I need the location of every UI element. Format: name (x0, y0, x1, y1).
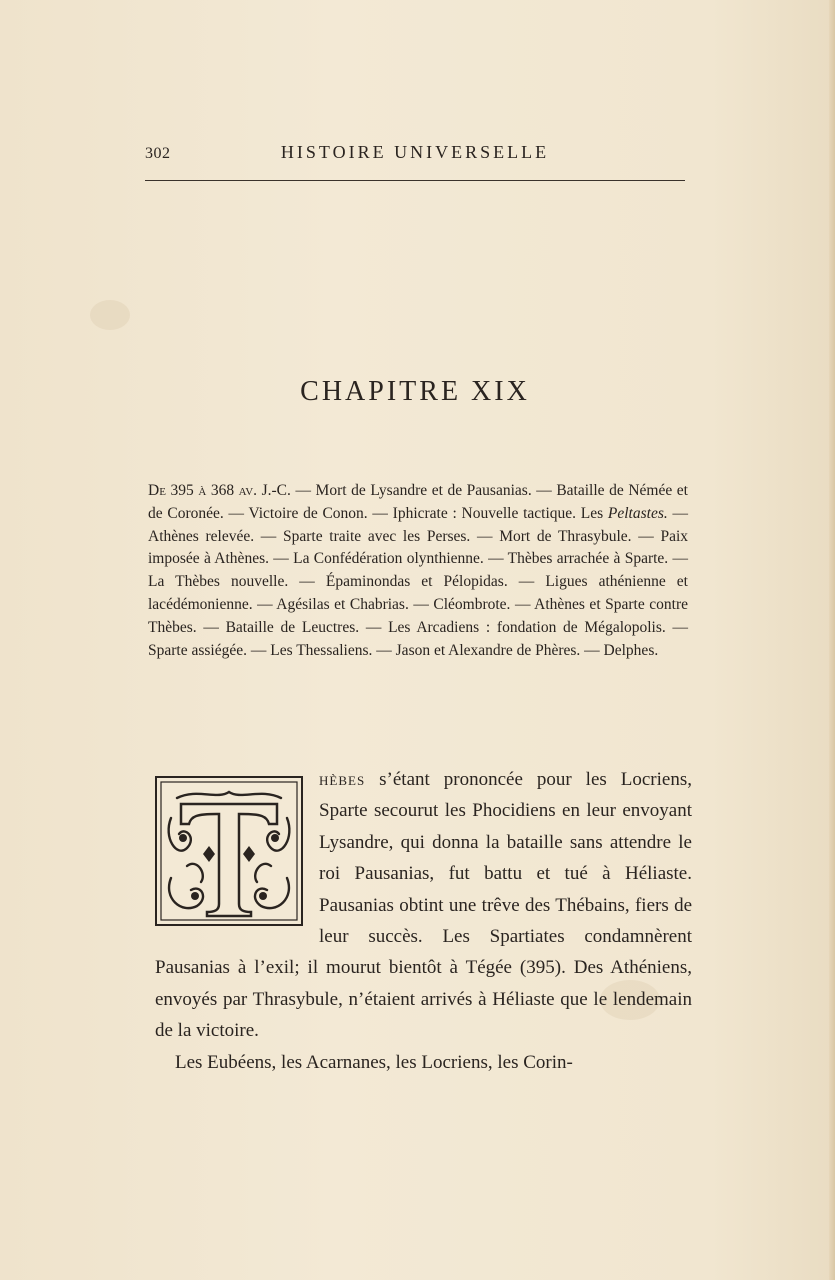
page-edge (829, 0, 835, 1280)
summary-italic-term: Peltastes. (607, 504, 668, 522)
paragraph-1: s’étant prononcée pour les Locriens, Sparte secourut les Phocidiens en leur envoyant Lysandre, qui donna la bataille sans attendre le roi Pausanias, fut battu et tué à Héliaste. Pausanias obtint une trêve des Thébains, fiers de leur succès. Les Spartiates condamnèrent Pausanias à l’exil; il mourut bientôt à Tégée (395). Des Athéniens, envoyés par Thrasybule, n’étaient arrivés à Héliaste que le lendemain de la victoire. (155, 769, 692, 1042)
page-header (145, 140, 685, 181)
summary-text-continued: — Athènes relevée. — Sparte traite avec les Perses. — Mort de Thrasybule. — Paix imposée à Athènes. — La Confédération olynthienne. — Thèbes arrachée à Sparte. — La Thèbes nouvelle. — Épaminondas et Pélopidas. — Ligues athénienne et lacédémonienne. — Agésilas et Chabrias. — Cléombrote. — Athènes et Sparte contre Thèbes. — Bataille de Leuctres. — Les Arcadiens : fondation de Mégalopolis. — Sparte assiégée. — Les Thessaliens. — Jason et Alexandre de Phères. — Delphes. (148, 504, 688, 659)
paper-stain (90, 300, 130, 330)
ornamental-dropcap (155, 776, 303, 926)
body-text (155, 764, 692, 1078)
page-number: 302 (145, 145, 171, 162)
summary-date-range: De 395 à 368 av. J.-C. (148, 482, 291, 499)
running-head: HISTOIRE UNIVERSELLE (280, 142, 550, 162)
paragraph-2: Les Eubéens, les Acarnanes, les Locriens, les Corin- (175, 1051, 573, 1073)
chapter-summary (148, 480, 688, 662)
ornament-illustration (157, 778, 301, 924)
opening-smallcaps: hèbes (319, 769, 366, 790)
summary-text: — Mort de Lysandre et de Pausanias. — Bataille de Némée et de Coronée. — Victoire de Conon. — Iphicrate : Nouvelle tactique. Les (148, 482, 688, 522)
chapter-title: CHAPITRE XIX (300, 376, 530, 407)
